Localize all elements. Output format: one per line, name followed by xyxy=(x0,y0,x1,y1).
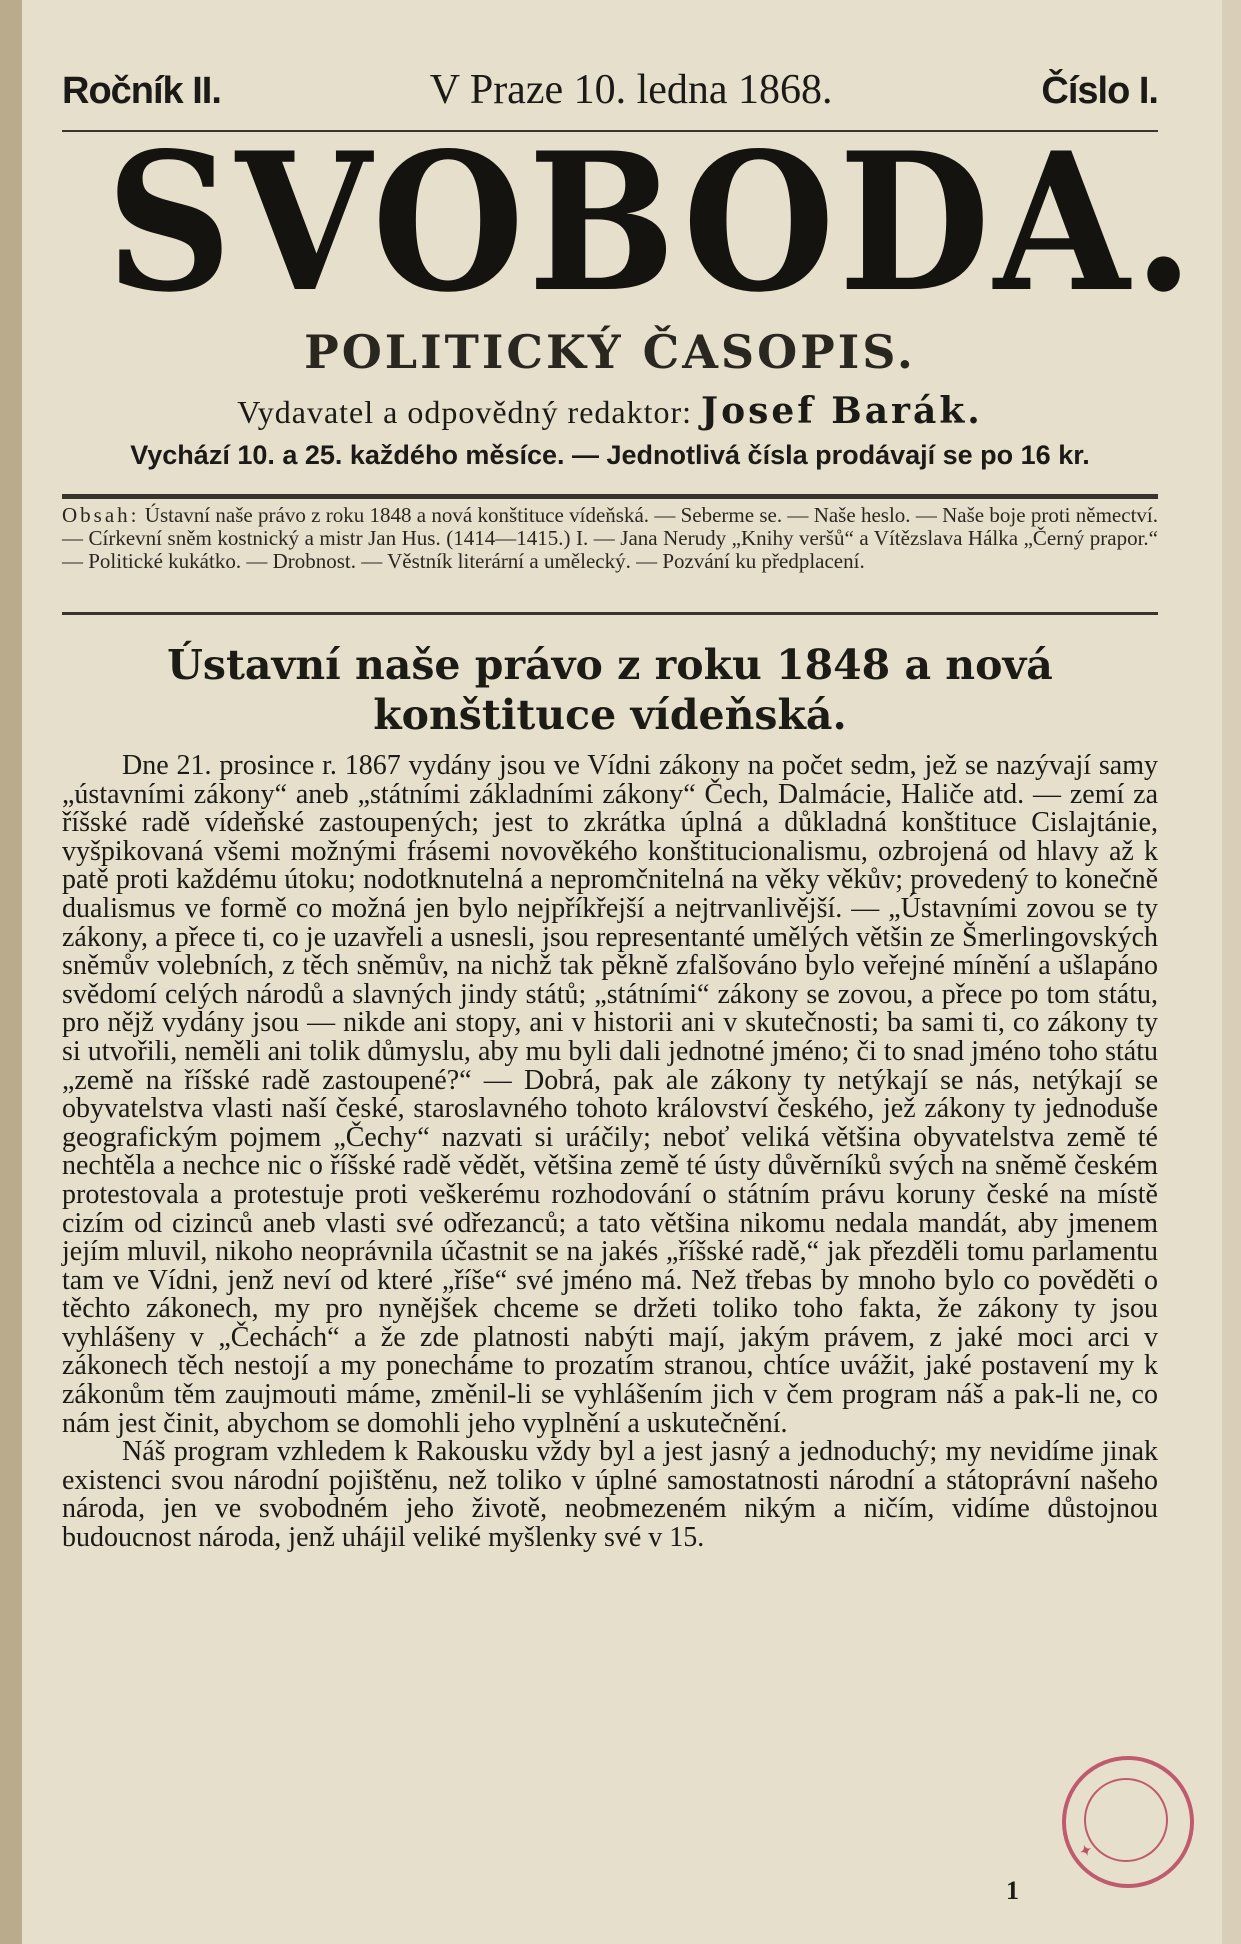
article-paragraph: Dne 21. prosince r. 1867 vydány jsou ve Vídni zákony na počet sedm, jež se nazývají samy „ústavními zákony“ aneb „státními základními zákony“ Čech, Dalmácie, Haliče atd. — zemí za říšské radě vídeňské zastoupených; jest to zkrátka úplná a důkladná konštituce Cislajtánie, vyšpikovaná všemi možnými frásemi novověkého konštitucionalismu, ozbrojená od hlavy až k patě proti každému útoku; nodotknutelná a nepromčnitelná na věky věkův; provedený to konečně dualismus ve formě co možná jen bylo nejpříkřejší a nejtrvanlivější. — „Ústavními zovou se ty zákony, a přece ti, co je uzavřeli a usnesli, jsou representanté umělých většin ze Šmerlingovských sněmův volebních, z těch sněmův, na nichž tak pěkně zfalšováno bylo veřejné mínění a ušlapáno svědomí celých národů a slavných jindy států; „státními“ zákony se zovou, a přece po tom státu, pro nějž vydány jsou — nikde ani stopy, ani v historii ani v skutečnosti; ba sami ti, co zákony ty si utvořili, neměli ani tolik důmyslu, aby mu byli dali jednotné jméno; či to snad jméno toho státu „země na říšské radě zastoupené?“ — Dobrá, pak ale zákony ty netýkají se nás, netýkají se obyvatelstva vlasti naší české, staroslavného tohoto království českého, jež zákony ty jednoduše geografickým pojmem „Čechy“ nazvati si uráčily; neboť veliká většina obyvatelstva země té nechtěla a nechce nic o říšské radě vědět, většina země té ústy důvěrníků svých na sněmě českém protestovala a protestuje proti veškerému rozhodování o státním právu koruny české na místě cizím od cizinců aneb vlasti své odřezanců; a tato většina nikomu nedala mandát, aby jmenem jejím mluvil, nikoho neoprávnila účastnit se na jakés „říšské radě,“ jak přezděli tomu parlamentu tam ve Vídni, jenž neví od které „říše“ své jméno má. Než třebas by mnoho bylo co pověděti o těchto zákonech, my pro nynějšek chceme se držeti toliko toho fakta, že zákony ty jsou vyhlášeny v „Čechách“ a že zde platnosti nabýti mají, jakým právem, z jaké moci arci v zákonech těch nestojí a my ponecháme to prozatím stranou, chtíce uvážit, jaké postavení my k zákonům těm zaujmouti máme, změnil-li se vyhlášením jich v čem program náš a pak-li ne, co nám jest činit, abychom se domohli jeho vyplnění a uskutečnění. xyxy=(62,750,1158,1439)
library-stamp xyxy=(1062,1756,1194,1888)
contents-text: Ústavní naše právo z roku 1848 a nová konštituce vídeňská. — Seberme se. — Naše heslo. — Naše boje proti němectví. — Církevní sněm kostnický a mistr Jan Hus. (1414—1415.) I. — Jana Nerudy „Knihy veršů“ a Vítězslava Hálka „Černý prapor.“ — Politické kukátko. — Drobnost. — Věstník literární a umělecký. — Pozvání ku předplacení. xyxy=(62,503,1158,573)
dateline: V Praze 10. ledna 1868. xyxy=(429,67,833,113)
issue-info: Vychází 10. a 25. každého měsíce. — Jednotlivá čísla prodávají se po 16 kr. xyxy=(130,440,1090,470)
signature-mark: 1 xyxy=(1006,1876,1019,1905)
library-stamp-icon: ✦ xyxy=(1077,1840,1096,1860)
contents-top-rule xyxy=(62,494,1158,499)
article-title: Ústavní naše právo z roku 1848 a nová konštituce vídeňská. xyxy=(167,641,1053,739)
publisher-name: Josef Barák. xyxy=(701,390,983,432)
table-of-contents xyxy=(62,504,1158,604)
masthead-subtitle: POLITICKÝ ČASOPIS. xyxy=(304,325,916,379)
volume-label: Ročník II. xyxy=(62,70,221,112)
issue-number: Číslo I. xyxy=(1041,70,1158,112)
publisher-line xyxy=(62,390,1158,440)
publisher-prefix: Vydavatel a odpovědný redaktor: xyxy=(237,394,693,430)
contents-bottom-rule xyxy=(62,612,1158,615)
article-body xyxy=(62,752,1158,1927)
masthead-title: SVOBODA. xyxy=(105,111,1198,334)
contents-label: Obsah: xyxy=(62,503,140,527)
article-paragraph: Náš program vzhledem k Rakousku vždy byl a jest jasný a jednoduchý; my nevidíme jinak existenci svou národní pojištěnu, než toliko v úplné samostatnosti národní a státoprávní našeho národa, jen ve svobodném jeho životě, neobmezeném nikým a ničím, vidíme důstojnou budoucnost národa, jenž uhájil veliké myšlenky své v 15. xyxy=(62,1436,1158,1554)
book-binding-edge xyxy=(0,0,24,1944)
